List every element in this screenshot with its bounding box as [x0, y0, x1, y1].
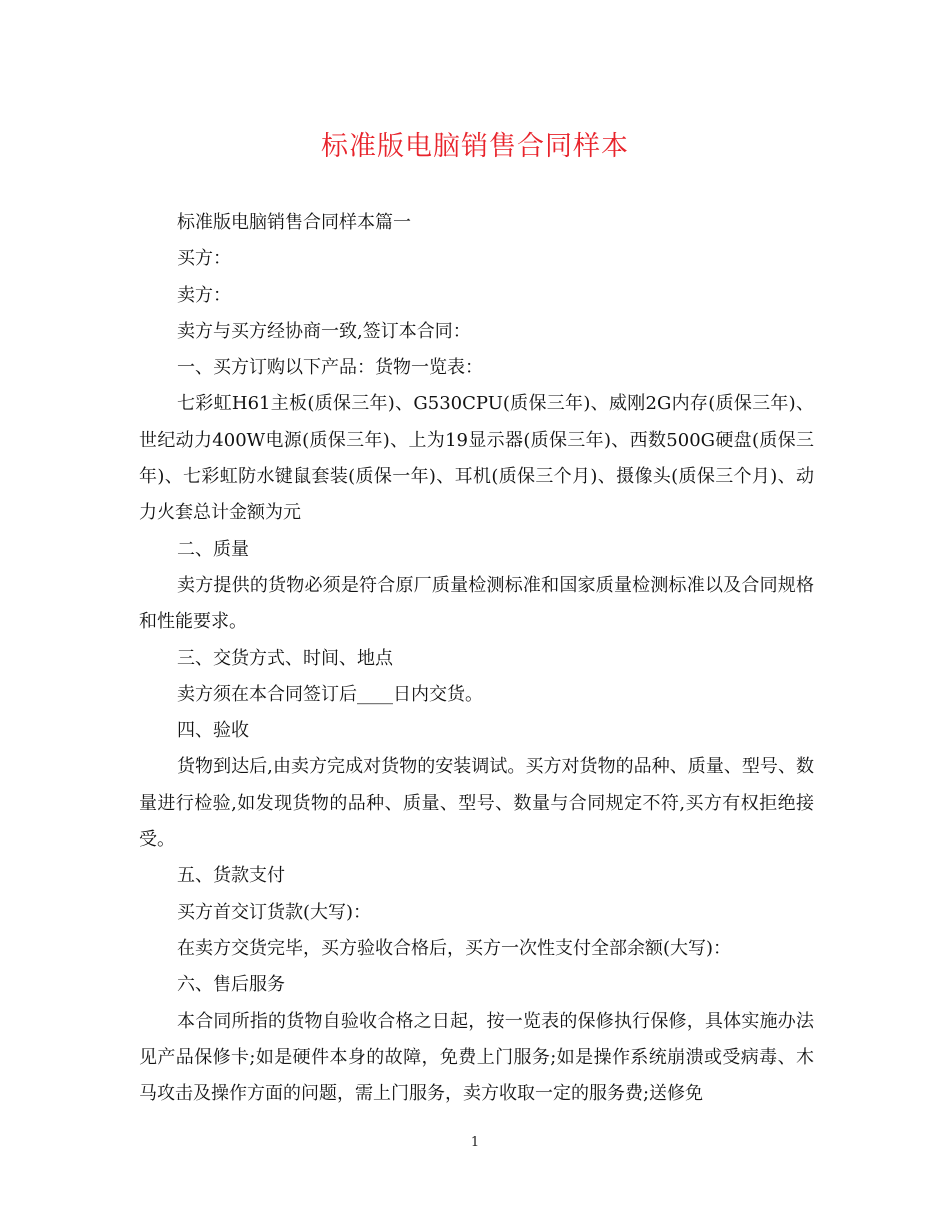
document-body — [139, 205, 814, 1112]
section-heading-quality: 二、质量 — [177, 538, 249, 560]
section-heading-service: 六、售后服务 — [177, 974, 285, 996]
acceptance-paragraph: 货物到达后,由卖方完成对货物的安装调试。买方对货物的品种、质量、型号、数量进行检验,如发现货物的品种、质量、型号、数量与合同规定不符,买方有权拒绝接受。 — [139, 756, 814, 851]
section-subtitle: 标准版电脑销售合同样本篇一 — [177, 212, 411, 233]
section-heading-delivery: 三、交货方式、时间、地点 — [177, 647, 393, 669]
agreement-intro: 卖方与买方经协商一致,签订本合同： — [177, 320, 471, 342]
quality-paragraph: 卖方提供的货物必须是符合原厂质量检测标准和国家质量检测标准以及合同规格和性能要求。 — [139, 574, 814, 633]
section-heading-payment: 五、货款支付 — [177, 865, 285, 887]
service-paragraph: 本合同所指的货物自验收合格之日起，按一览表的保修执行保修，具体实施办法见产品保修卡;如是硬件本身的故障，免费上门服务;如是操作系统崩溃或受病毒、木马攻击及操作方面的问题，需上门服务，卖方收取一定的服务费;送修免 — [139, 1010, 814, 1105]
page-number: 1 — [470, 1135, 480, 1150]
products-list-paragraph: 七彩虹H61主板(质保三年)、G530CPU(质保三年)、威刚2G内存(质保三年)、世纪动力400W电源(质保三年)、上为19显示器(质保三年)、西数500G硬盘(质保三年)、七彩虹防水键鼠套装(质保一年)、耳机(质保三个月)、摄像头(质保三个月)、动力火套总计金额为元 — [139, 393, 814, 524]
buyer-line: 买方： — [177, 248, 231, 270]
seller-line: 卖方： — [177, 284, 231, 306]
section-heading-products: 一、买方订购以下产品：货物一览表： — [177, 357, 483, 379]
balance-paragraph: 在卖方交货完毕，买方验收合格后，买方一次性支付全部余额(大写)： — [177, 937, 732, 959]
deposit-paragraph: 买方首交订货款(大写)： — [177, 901, 372, 923]
delivery-paragraph: 卖方须在本合同签订后____日内交货。 — [177, 683, 483, 705]
document-title: 标准版电脑销售合同样本 — [321, 131, 629, 162]
section-heading-acceptance: 四、验收 — [177, 720, 249, 742]
